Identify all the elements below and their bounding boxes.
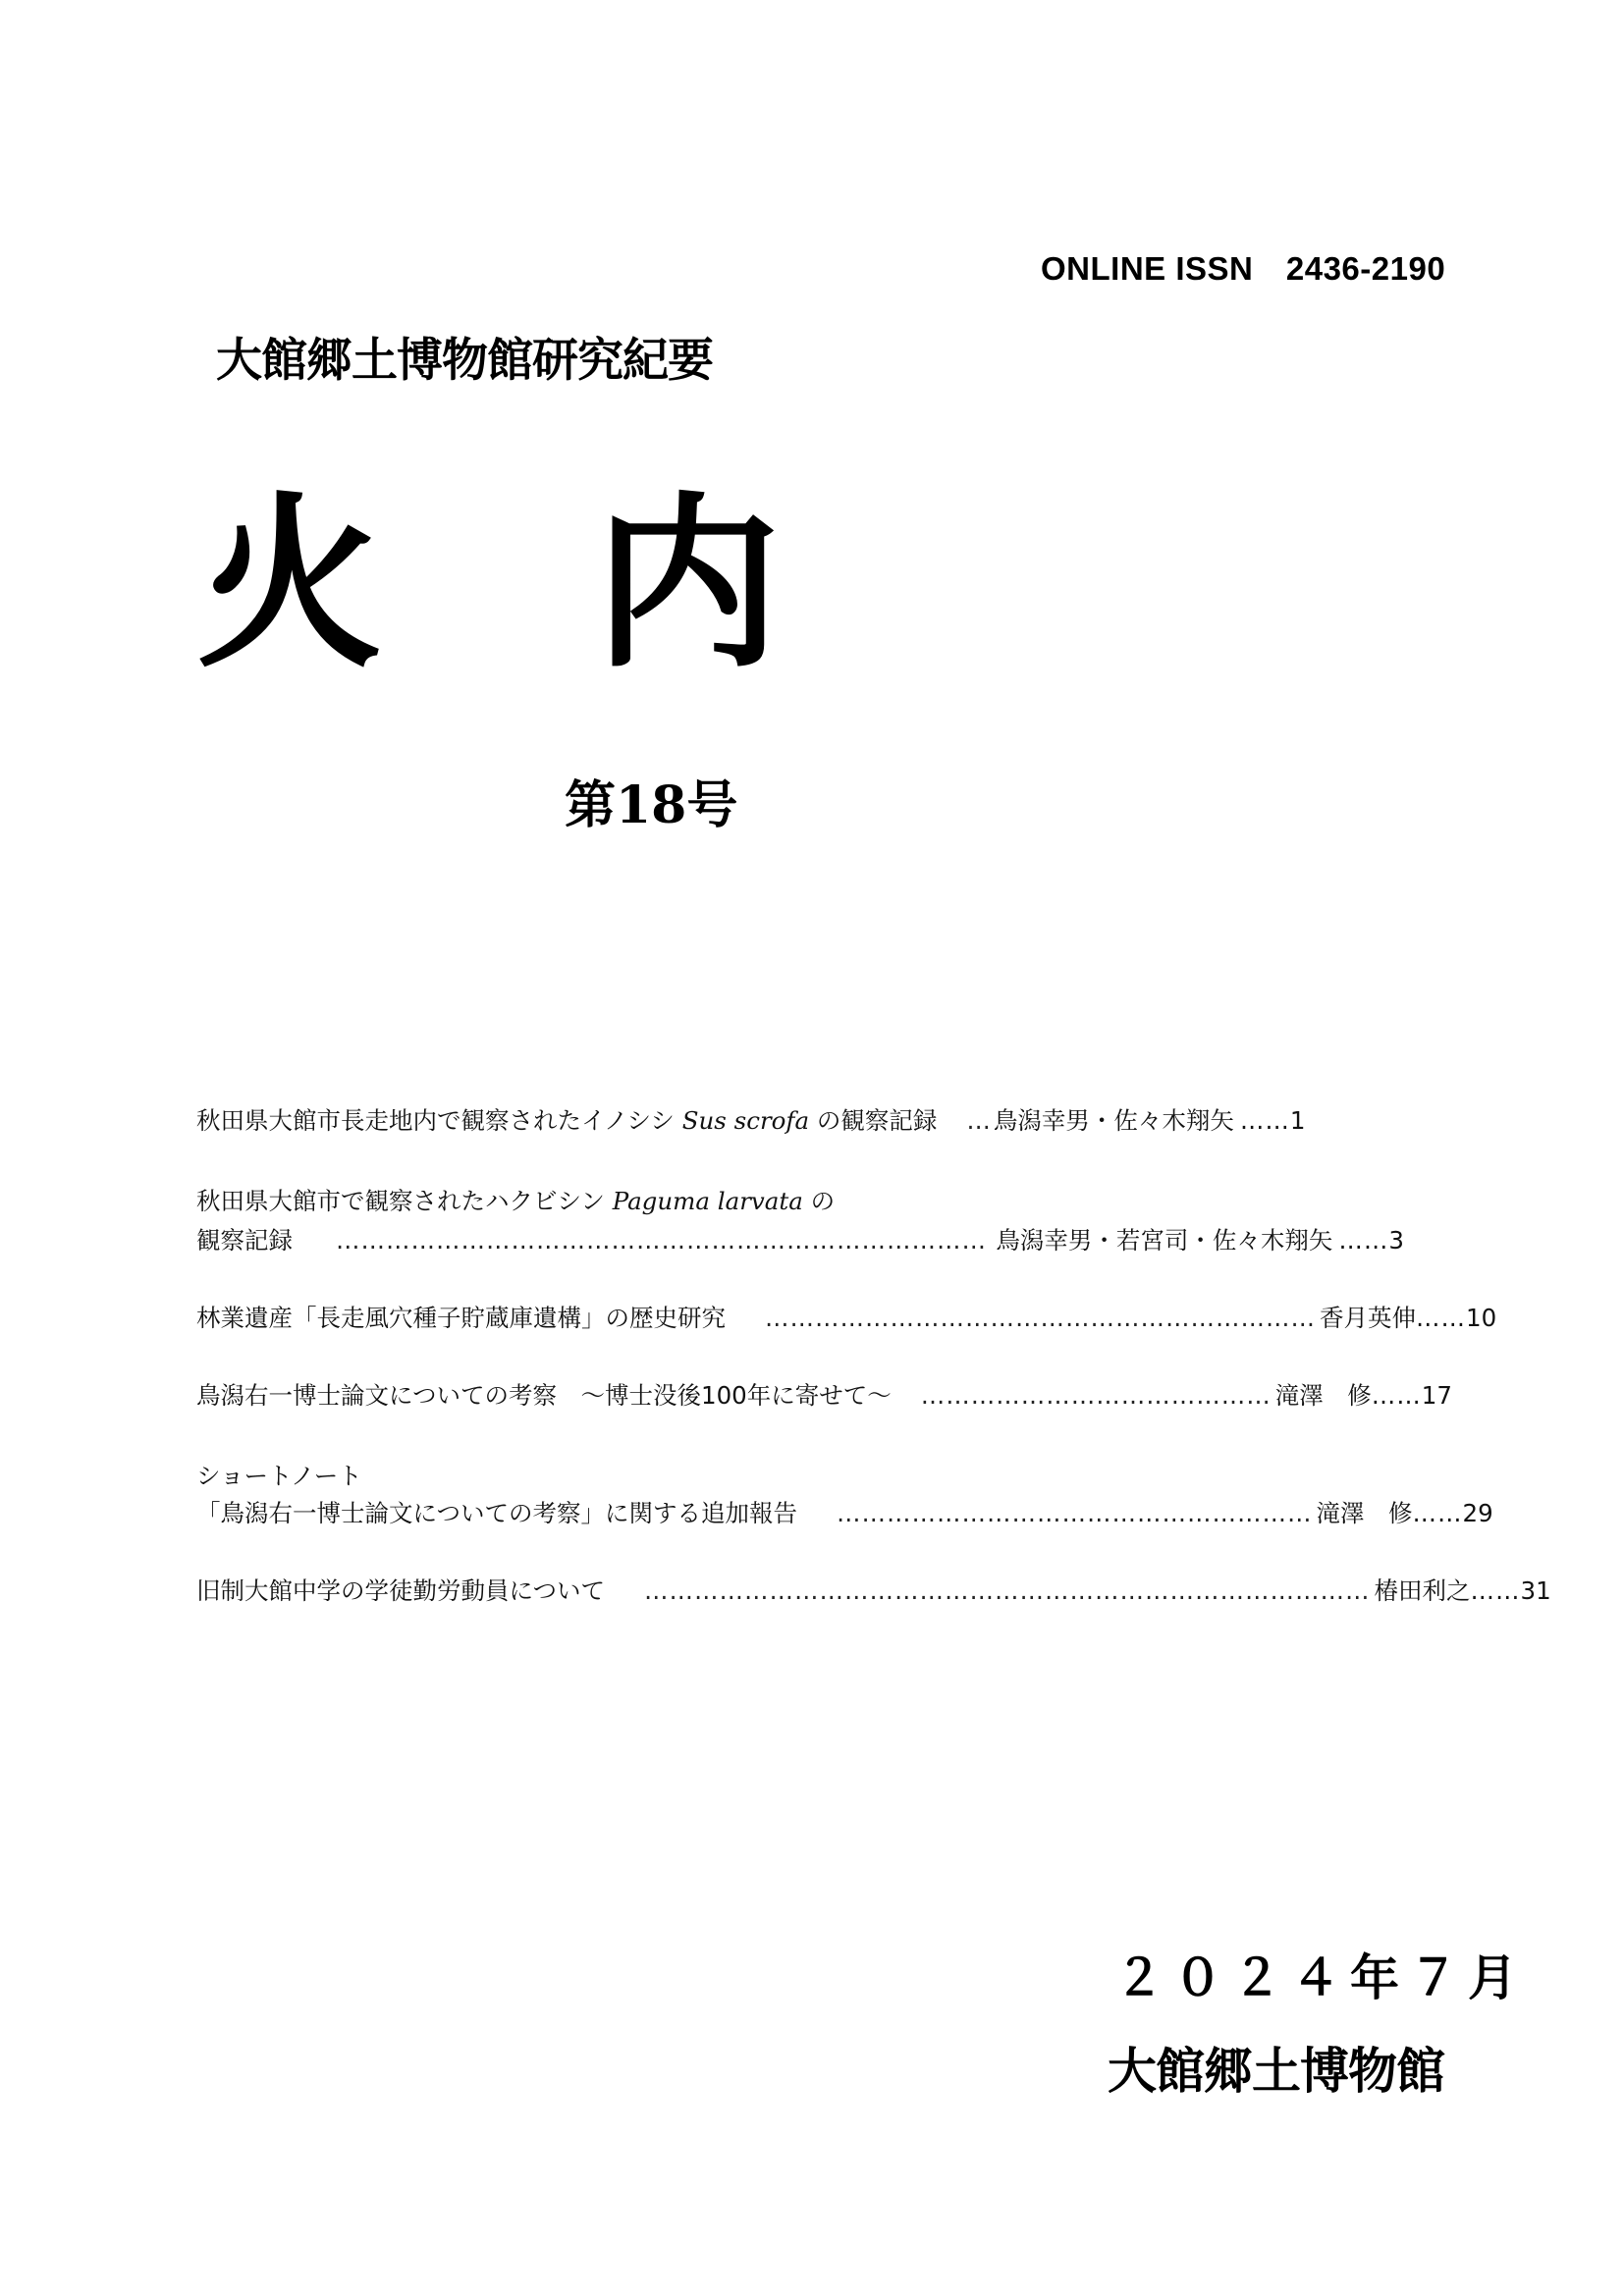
journal-title-char-1: 火 [196,474,384,693]
toc-entry-title: 「鳥潟右一博士論文についての考察」に関する追加報告 [196,1499,798,1527]
toc-entry[interactable] [196,1374,1452,1417]
toc-entry-author: 鳥潟幸男・若宮司・佐々木翔矢 [996,1226,1333,1255]
toc-page-leader: …… [1338,1226,1389,1255]
toc-entry-author: 滝澤 修 [1316,1499,1413,1527]
toc-entry-title: 秋田県大館市で観察されたハクビシン Paguma larvata の [196,1187,836,1215]
toc-leader: …………………………………… [920,1381,1272,1410]
toc-entry-title: 林業遺産「長走風穴種子貯蔵庫遺構」の歴史研究 [196,1304,726,1332]
toc-page-leader: …… [1470,1576,1521,1605]
toc-entry-title: 秋田県大館市長走地内で観察されたイノシシ Sus scrofa の観察記録 [196,1106,938,1135]
toc-leader: … [966,1106,992,1135]
toc-entry-page: 1 [1289,1106,1306,1135]
toc-entry[interactable] [196,1570,1551,1613]
toc-section-label: ショートノート [196,1462,362,1490]
toc-entry-title-line-2: 観察記録 [196,1226,293,1255]
toc-entry-author: 香月英伸 [1320,1304,1416,1332]
publication-date: ２０２４年７月 [1114,1949,1527,2006]
toc-page-leader: …… [1416,1304,1466,1332]
toc-entry-page: 29 [1462,1499,1493,1527]
journal-title-char-2: 内 [594,474,782,693]
table-of-contents [196,1099,1551,1613]
toc-entry-page: 3 [1388,1226,1404,1255]
toc-entry-author: 椿田利之 [1374,1576,1471,1605]
toc-entry[interactable] [196,1455,1493,1535]
issue-number: 第18号 [565,775,738,835]
toc-leader: …………………………………………………………………………… [644,1576,1371,1605]
toc-page-leader: …… [1371,1381,1422,1410]
toc-entry[interactable] [196,1297,1497,1340]
toc-entry[interactable] [196,1099,1404,1143]
toc-leader: ………………………………………………………… [765,1304,1316,1332]
toc-page-leader: …… [1239,1106,1290,1135]
journal-title [196,474,782,693]
toc-entry-author: 滝澤 修 [1274,1381,1372,1410]
toc-entry-page: 17 [1421,1381,1452,1410]
toc-page-leader: …… [1412,1499,1463,1527]
toc-entry[interactable] [196,1180,1404,1262]
toc-entry-author: 鳥潟幸男・佐々木翔矢 [993,1106,1234,1135]
toc-leader: …………………………………………………………………… [336,1226,987,1255]
toc-leader: ………………………………………………… [837,1499,1313,1527]
issn-label: ONLINE ISSN 2436-2190 [1041,250,1446,287]
series-title: 大館郷土博物館研究紀要 [216,334,713,388]
toc-entry-page: 31 [1520,1576,1551,1605]
toc-entry-page: 10 [1466,1304,1497,1332]
toc-entry-title: 鳥潟右一博士論文についての考察 ～博士没後100年に寄せて～ [196,1381,892,1410]
publisher-name: 大館郷土博物館 [1108,2043,1444,2100]
toc-entry-title: 旧制大館中学の学徒勤労動員について [196,1576,606,1605]
